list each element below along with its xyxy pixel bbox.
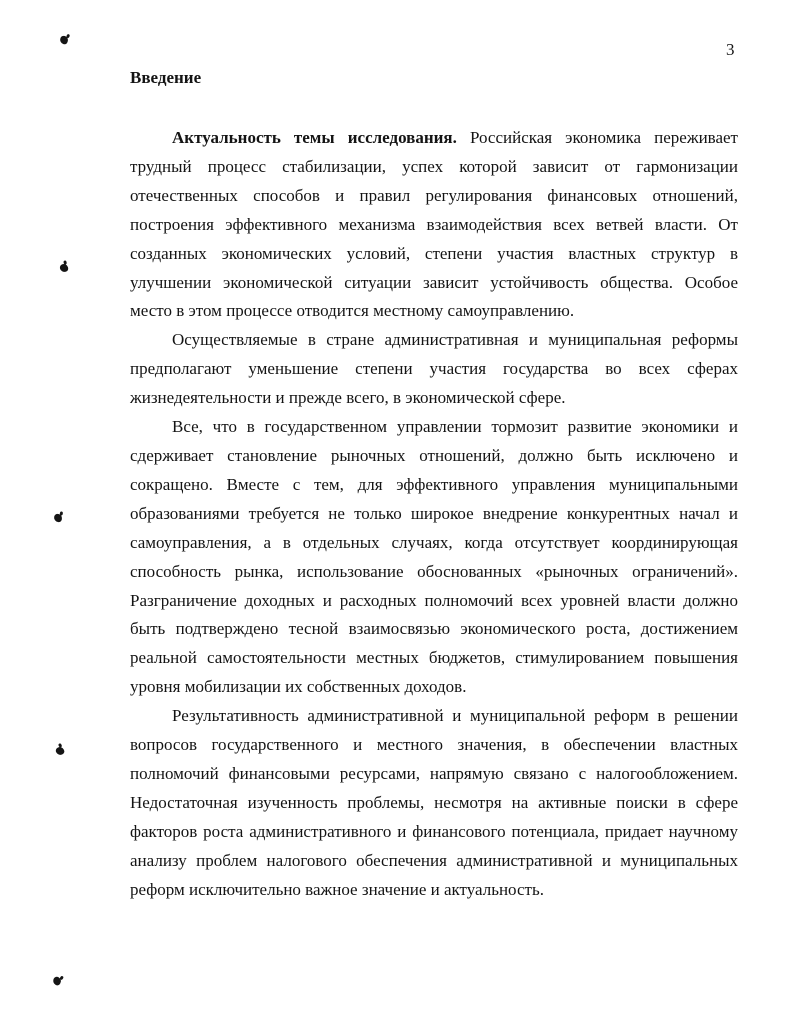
scan-mark xyxy=(59,263,69,273)
paragraph-text: Российская экономика переживает трудный процесс стабилизации, успех которой зависит от гармонизации отечественных способов и правил регулирования финансовых отношений, построения эффективного механизма взаимодействия всех ветвей власти. От созданных экономических условий, степени участия властных структур в улучшении экономической ситуации зависит устойчивость общества. Особое место в этом процессе отводится местному самоуправлению. xyxy=(130,128,738,321)
scan-mark xyxy=(53,513,62,522)
section-heading: Введение xyxy=(130,68,202,87)
paragraph-results: Результативность административной и муниципальной реформ в решении вопросов государственного и местного значения, в обеспечении властных полномочий финансовыми ресурсами, напрямую связано с налогообложением. Недостаточная изученность проблемы, несмотря на активные поиски в сфере факторов роста административного и финансового потенциала, придает научному анализу проблем налогового обеспечения административной и муниципальных реформ исключительно важное значение и актуальность. xyxy=(130,706,738,899)
page-number: 3 xyxy=(726,40,735,59)
scan-mark xyxy=(55,746,66,757)
scan-mark xyxy=(52,976,63,987)
paragraph-reforms: Осуществляемые в стране административная и муниципальная реформы предполагают уменьшение степени участия государства во всех сферах жизнедеятельности и прежде всего, в экономической сфере. xyxy=(130,330,738,408)
paragraph-lead: Актуальность темы исследования. xyxy=(172,128,457,147)
paragraph-relevance xyxy=(130,124,738,326)
body-text xyxy=(130,124,738,904)
paragraph-state-management: Все, что в государственном управлении тормозит развитие экономики и сдерживает становление рыночных отношений, должно быть исключено и сокращено. Вместе с тем, для эффективного управления муниципальными образованиями требуется не только широкое внедрение конкурентных начал и самоуправления, а в отдельных случаях, когда отсутствует координирующая способность рынка, использование обоснованных «рыночных ограничений». Разграничение доходных и расходных полномочий всех уровней власти должно быть подтверждено тесной взаимосвязью экономического роста, достижением реальной самостоятельности местных бюджетов, стимулированием повышения уровня мобилизации их собственных доходов. xyxy=(130,417,738,697)
scan-mark xyxy=(59,35,69,45)
